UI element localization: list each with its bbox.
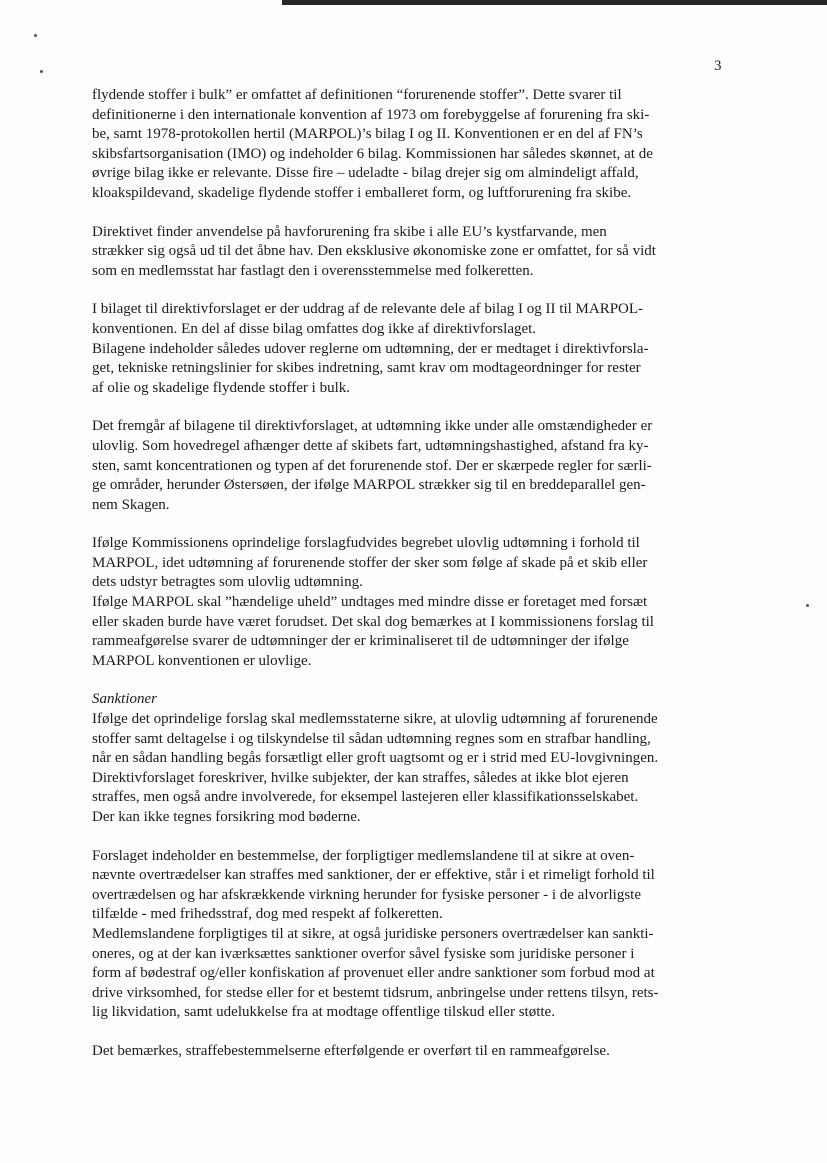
- scan-speck: [40, 70, 43, 73]
- text-line: af olie og skadelige flydende stoffer i bulk.: [92, 379, 350, 396]
- text-line: Det fremgår af bilagene til direktivforslaget, at udtømning ikke under alle omstændigheder er: [92, 418, 653, 435]
- text-line: oneres, og at der kan iværksættes sanktioner overfor såvel fysiske som juridiske personer i: [92, 945, 635, 962]
- page-number: 3: [714, 58, 722, 74]
- text-line: get, tekniske retningslinier for skibes indretning, samt krav om modtageordninger for rester: [92, 360, 641, 377]
- text-line: rammeafgørelse svarer de udtømninger der er kriminaliseret til de udtømninger der ifølge: [92, 633, 629, 650]
- text-line: eller skaden burde have været forudset. Det skal dog bemærkes at I kommissionens forslag til: [92, 613, 654, 630]
- text-line: Medlemslandene forpligtiges til at sikre, at også juridiske personers overtrædelser kan sankti-: [92, 925, 654, 942]
- paragraph: [92, 417, 742, 515]
- text-line: Forslaget indeholder en bestemmelse, der forpligtiger medlemslandene til at sikre at oven-: [92, 847, 635, 864]
- text-line: definitionerne i den internationale konvention af 1973 om forebyggelse af forurening fra ski-: [92, 106, 650, 123]
- paragraph: [92, 86, 742, 204]
- text-line: nævnte overtrædelser kan straffes med sanktioner, der er effektive, står i et rimeligt forhold til: [92, 867, 655, 884]
- scan-speck: [34, 34, 37, 37]
- text-line: ulovlig. Som hovedregel afhænger dette af skibets fart, udtømningshastighed, afstand fra ky-: [92, 437, 649, 454]
- paragraph: [92, 847, 742, 1023]
- text-line: Bilagene indeholder således udover reglerne om udtømning, der er medtaget i direktivforsla-: [92, 340, 649, 357]
- section-heading: Sanktioner: [92, 691, 157, 708]
- text-line: Ifølge det oprindelige forslag skal medlemsstaterne sikre, at ulovlig udtømning af forurenende: [92, 711, 658, 728]
- text-line: tilfælde - med frihedsstraf, dog med respekt af folkeretten.: [92, 906, 443, 923]
- section-paragraph: [92, 690, 742, 827]
- scan-top-border: [282, 0, 827, 5]
- text-line: drive virksomhed, for stedse eller for et bestemt tidsrum, anbringelse under rettens tilsyn, rets-: [92, 984, 659, 1001]
- text-line: strækker sig også ud til det åbne hav. Den eksklusive økonomiske zone er omfattet, for så vidt: [92, 243, 656, 260]
- text-line: overtrædelsen og har afskrækkende virkning herunder for fysiske personer - i de alvorligste: [92, 886, 642, 903]
- text-line: som en medlemsstat har fastlagt den i overensstemmelse med folkeretten.: [92, 262, 534, 279]
- text-line: stoffer samt deltagelse i og tilskyndelse til sådan udtømning regnes som en strafbar handling,: [92, 730, 651, 747]
- text-line: øvrige bilag ikke er relevante. Disse fire – udeladte - bilag drejer sig om almindeligt affald,: [92, 165, 639, 182]
- text-line: når en sådan handling begås forsætligt eller groft uagtsomt og er i strid med EU-lovgivningen.: [92, 750, 659, 767]
- text-line: skibsfartsorganisation (IMO) og indeholder 6 bilag. Kommissionen har således skønnet, at de: [92, 145, 653, 162]
- text-line: lig likvidation, samt udelukkelse fra at modtage offentlige tilskud eller støtte.: [92, 1004, 555, 1021]
- text-line: MARPOL, idet udtømning af forurenende stoffer der sker som følge af skade på et skib eller: [92, 554, 648, 571]
- paragraph: [92, 300, 742, 398]
- text-line: be, samt 1978-protokollen hertil (MARPOL)’s bilag I og II. Konventionen er en del af FN’s: [92, 126, 643, 143]
- text-line: dets udstyr betragtes som ulovlig udtømning.: [92, 574, 363, 591]
- text-line: Det bemærkes, straffebestemmelserne efterfølgende er overført til en rammeafgørelse.: [92, 1042, 610, 1059]
- text-line: Ifølge MARPOL skal ”hændelige uheld” undtages med mindre disse er foretaget med forsæt: [92, 594, 648, 611]
- text-line: kloakspildevand, skadelige flydende stoffer i emballeret form, og luftforurening fra skibe.: [92, 184, 632, 201]
- text-line: konventionen. En del af disse bilag omfattes dog ikke af direktivforslaget.: [92, 320, 537, 337]
- text-line: Direktivet finder anvendelse på havforurening fra skibe i alle EU’s kystfarvande, men: [92, 223, 607, 240]
- text-line: form af bødestraf og/eller konfiskation af provenuet eller andre sanktioner som forbud mod at: [92, 965, 655, 982]
- paragraph: [92, 223, 742, 282]
- text-line: sten, samt koncentrationen og typen af det forurenende stof. Der er skærpede regler for særli-: [92, 457, 652, 474]
- text-line: flydende stoffer i bulk” er omfattet af definitionen “forurenende stoffer”. Dette svarer til: [92, 87, 622, 103]
- text-line: nem Skagen.: [92, 496, 170, 513]
- text-line: Direktivforslaget foreskriver, hvilke subjekter, der kan straffes, således at ikke blot ejeren: [92, 769, 629, 786]
- text-line: Ifølge Kommissionens oprindelige forslagfudvides begrebet ulovlig udtømning i forhold til: [92, 535, 640, 552]
- text-line: Der kan ikke tegnes forsikring mod bøderne.: [92, 809, 361, 825]
- text-line: I bilaget til direktivforslaget er der uddrag af de relevante dele af bilag I og II til MARPOL-: [92, 301, 644, 318]
- paragraph: [92, 1042, 742, 1062]
- scan-speck: [806, 604, 809, 607]
- text-line: straffes, men også andre involverede, for eksempel lastejeren eller klassifikationsselskabet.: [92, 789, 639, 806]
- paragraph: [92, 534, 742, 671]
- text-line: ge områder, herunder Østersøen, der ifølge MARPOL strækker sig til en breddeparallel gen-: [92, 477, 646, 494]
- document-body: [92, 86, 742, 1081]
- text-line: MARPOL konventionen er ulovlige.: [92, 652, 312, 669]
